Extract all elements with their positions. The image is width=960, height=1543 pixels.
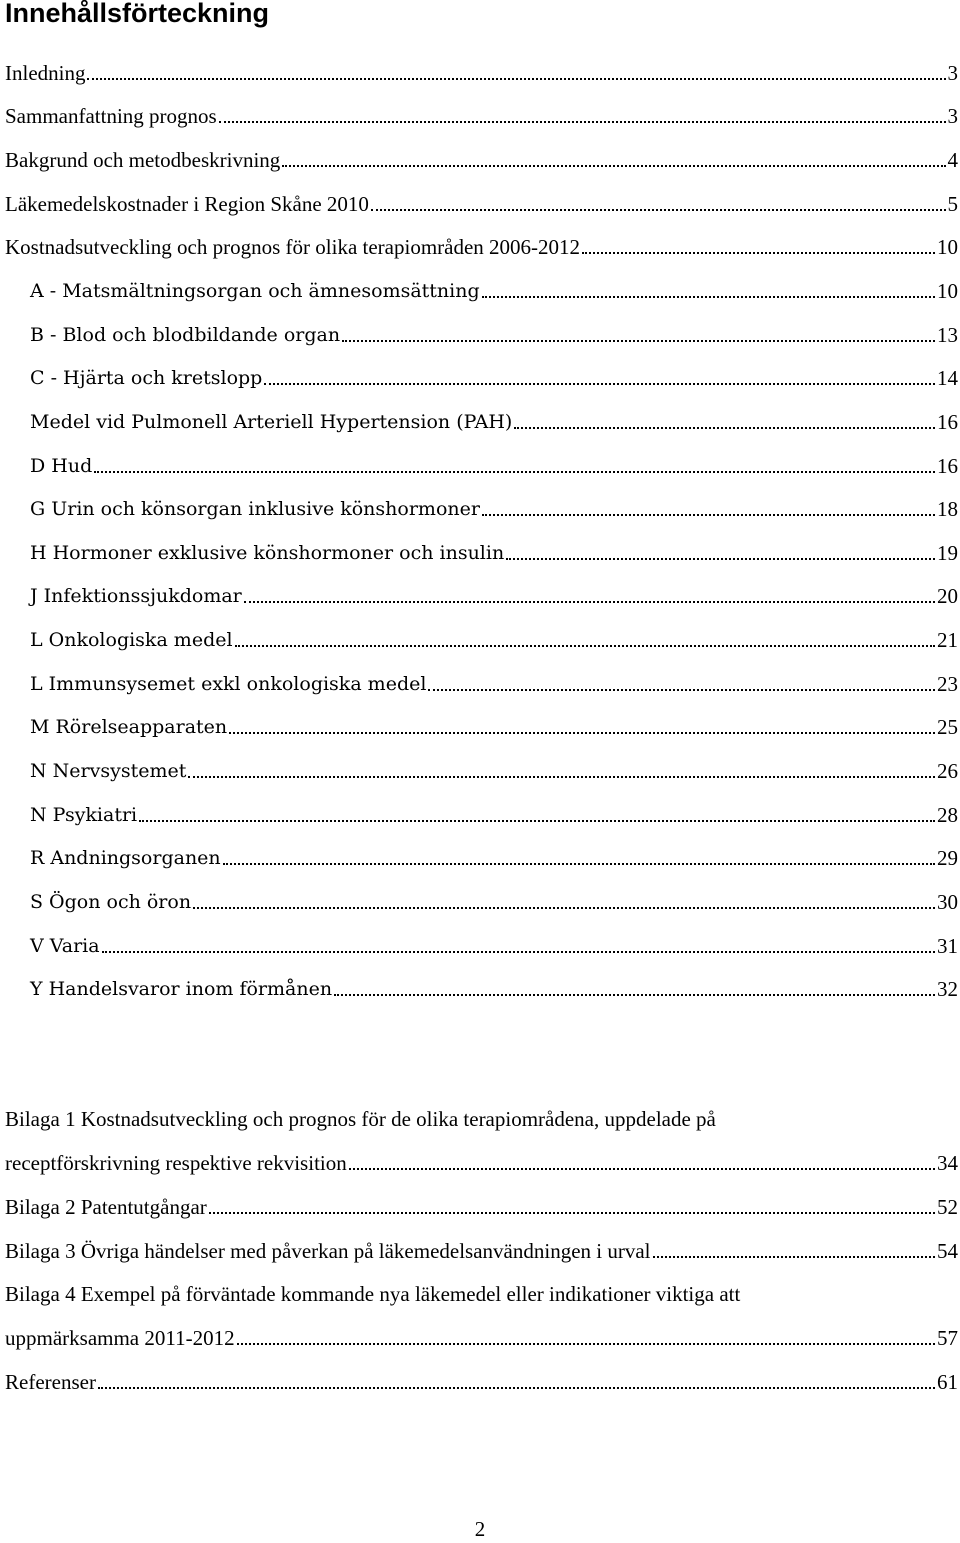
- toc-entry-referenser[interactable]: [5, 1368, 958, 1396]
- toc-entry-text: Medel vid Pulmonell Arteriell Hypertension (PAH): [30, 411, 513, 433]
- toc-entry[interactable]: [30, 539, 958, 567]
- dot-leader: [87, 78, 945, 80]
- toc-entry-text: Sammanfattning prognos: [5, 104, 217, 128]
- toc-page-number: 26: [937, 759, 958, 783]
- toc-entry-bilaga-3[interactable]: [5, 1237, 958, 1265]
- toc-entry[interactable]: [5, 233, 958, 261]
- toc-page-number: 5: [947, 192, 958, 216]
- toc-entry[interactable]: [30, 757, 958, 785]
- toc-entry-text: Bakgrund och metodbeskrivning: [5, 148, 281, 172]
- toc-entry-bilaga-4[interactable]: [5, 1324, 958, 1352]
- toc-entry-bilaga-1-line-1[interactable]: Bilaga 1 Kostnadsutveckling och prognos för de olika terapiområdena, uppdelade på: [5, 1107, 716, 1131]
- toc-entry[interactable]: [30, 713, 958, 741]
- toc-entry-text: Referenser: [5, 1370, 96, 1394]
- dot-leader: [229, 732, 935, 734]
- dot-leader: [349, 1168, 935, 1170]
- toc-page-number: 31: [937, 934, 958, 958]
- toc-page-number: 34: [937, 1151, 958, 1175]
- toc-entry[interactable]: [30, 495, 958, 523]
- dot-leader: [334, 994, 935, 996]
- toc-entry-bilaga-1[interactable]: [5, 1149, 958, 1177]
- toc-page-number: 29: [937, 846, 958, 870]
- toc-page-number: 19: [937, 541, 958, 565]
- toc-entry-text: uppmärksamma 2011-2012: [5, 1326, 235, 1350]
- toc-entry-text: B - Blod och blodbildande organ: [30, 324, 341, 346]
- dot-leader: [219, 121, 946, 123]
- toc-entry-text: R Andningsorganen: [30, 847, 221, 869]
- toc-entry[interactable]: [30, 801, 958, 829]
- toc-entry[interactable]: [30, 408, 958, 436]
- dot-leader: [582, 252, 935, 254]
- toc-entry[interactable]: [30, 277, 958, 305]
- toc-entry-text: M Rörelseapparaten: [30, 716, 228, 738]
- dot-leader: [139, 820, 935, 822]
- toc-entry[interactable]: [30, 932, 958, 960]
- toc-page-number: 10: [937, 235, 958, 259]
- page-title: Innehållsförteckning: [5, 0, 270, 28]
- toc-entry[interactable]: [5, 146, 958, 174]
- dot-leader: [506, 558, 935, 560]
- toc-entry-text: G Urin och könsorgan inklusive könshormoner: [30, 498, 480, 520]
- dot-leader: [482, 514, 935, 516]
- toc-entry-text: N Psykiatri: [30, 804, 138, 826]
- toc-entry-text: Bilaga 2 Patentutgångar: [5, 1195, 207, 1219]
- dot-leader: [102, 951, 935, 953]
- toc-page-number: 4: [947, 148, 958, 172]
- dot-leader: [188, 776, 935, 778]
- toc-page-number: 10: [937, 279, 958, 303]
- toc-page-number: 61: [937, 1370, 958, 1394]
- dot-leader: [94, 471, 935, 473]
- toc-entry-text: J Infektionssjukdomar: [30, 585, 242, 607]
- toc-entry-text: S Ögon och öron: [30, 891, 192, 913]
- toc-entry-text: C - Hjärta och kretslopp: [30, 367, 263, 389]
- toc-entry-bilaga-4-line-1[interactable]: Bilaga 4 Exempel på förväntade kommande nya läkemedel eller indikationer viktiga att: [5, 1282, 741, 1306]
- toc-entry[interactable]: [30, 975, 958, 1003]
- toc-page-number: 16: [937, 454, 958, 478]
- toc-page-number: 18: [937, 497, 958, 521]
- toc-entry-text: Inledning: [5, 61, 86, 85]
- toc-entry-bilaga-2[interactable]: [5, 1193, 958, 1221]
- dot-leader: [237, 1343, 935, 1345]
- toc-entry-text: Läkemedelskostnader i Region Skåne 2010: [5, 192, 369, 216]
- toc-entry[interactable]: [30, 844, 958, 872]
- toc-page-number: 16: [937, 410, 958, 434]
- toc-page-number: 20: [937, 584, 958, 608]
- dot-leader: [371, 209, 946, 211]
- toc-entry-text: D Hud: [30, 455, 93, 477]
- dot-leader: [514, 427, 935, 429]
- toc-page-number: 54: [937, 1239, 958, 1263]
- toc-entry[interactable]: [5, 190, 958, 218]
- dot-leader: [282, 165, 945, 167]
- toc-entry[interactable]: [30, 582, 958, 610]
- dot-leader: [209, 1212, 935, 1214]
- toc-entry[interactable]: [5, 102, 958, 130]
- toc-entry[interactable]: [30, 452, 958, 480]
- dot-leader: [264, 383, 935, 385]
- toc-entry[interactable]: [30, 321, 958, 349]
- dot-leader: [193, 907, 935, 909]
- toc-entry[interactable]: [5, 59, 958, 87]
- toc-entry[interactable]: [30, 364, 958, 392]
- toc-page-number: 3: [947, 61, 958, 85]
- toc-entry-text: H Hormoner exklusive könshormoner och insulin: [30, 542, 505, 564]
- toc-page-number: 57: [937, 1326, 958, 1350]
- toc-page-number: 52: [937, 1195, 958, 1219]
- dot-leader: [223, 863, 935, 865]
- toc-entry[interactable]: [30, 670, 958, 698]
- toc-page-number: 3: [947, 104, 958, 128]
- toc-entry-text: receptförskrivning respektive rekvisition: [5, 1151, 347, 1175]
- toc-page-number: 28: [937, 803, 958, 827]
- dot-leader: [342, 340, 935, 342]
- dot-leader: [482, 296, 935, 298]
- dot-leader: [428, 689, 935, 691]
- toc-page-number: 32: [937, 977, 958, 1001]
- toc-entry-text: Y Handelsvaror inom förmånen: [30, 978, 333, 1000]
- dot-leader: [653, 1256, 935, 1258]
- toc-entry-text: L Onkologiska medel: [30, 629, 233, 651]
- toc-entry[interactable]: [30, 626, 958, 654]
- toc-entry-text: L Immunsysemet exkl onkologiska medel: [30, 673, 427, 695]
- toc-page-number: 23: [937, 672, 958, 696]
- toc-entry-text: Bilaga 3 Övriga händelser med påverkan på läkemedelsanvändningen i urval: [5, 1239, 651, 1263]
- toc-page-number: 14: [937, 366, 958, 390]
- dot-leader: [244, 601, 935, 603]
- dot-leader: [235, 645, 935, 647]
- toc-entry-text: A - Matsmältningsorgan och ämnesomsättning: [30, 280, 480, 302]
- toc-entry-text: N Nervsystemet: [30, 760, 187, 782]
- toc-entry-text: Kostnadsutveckling och prognos för olika terapiområden 2006-2012: [5, 235, 581, 259]
- page-number: 2: [474, 1517, 486, 1541]
- toc-page-number: 30: [937, 890, 958, 914]
- dot-leader: [98, 1387, 935, 1389]
- toc-page-number: 21: [937, 628, 958, 652]
- toc-page-number: 13: [937, 323, 958, 347]
- toc-page-number: 25: [937, 715, 958, 739]
- toc-entry[interactable]: [30, 888, 958, 916]
- toc-entry-text: V Varia: [30, 935, 100, 957]
